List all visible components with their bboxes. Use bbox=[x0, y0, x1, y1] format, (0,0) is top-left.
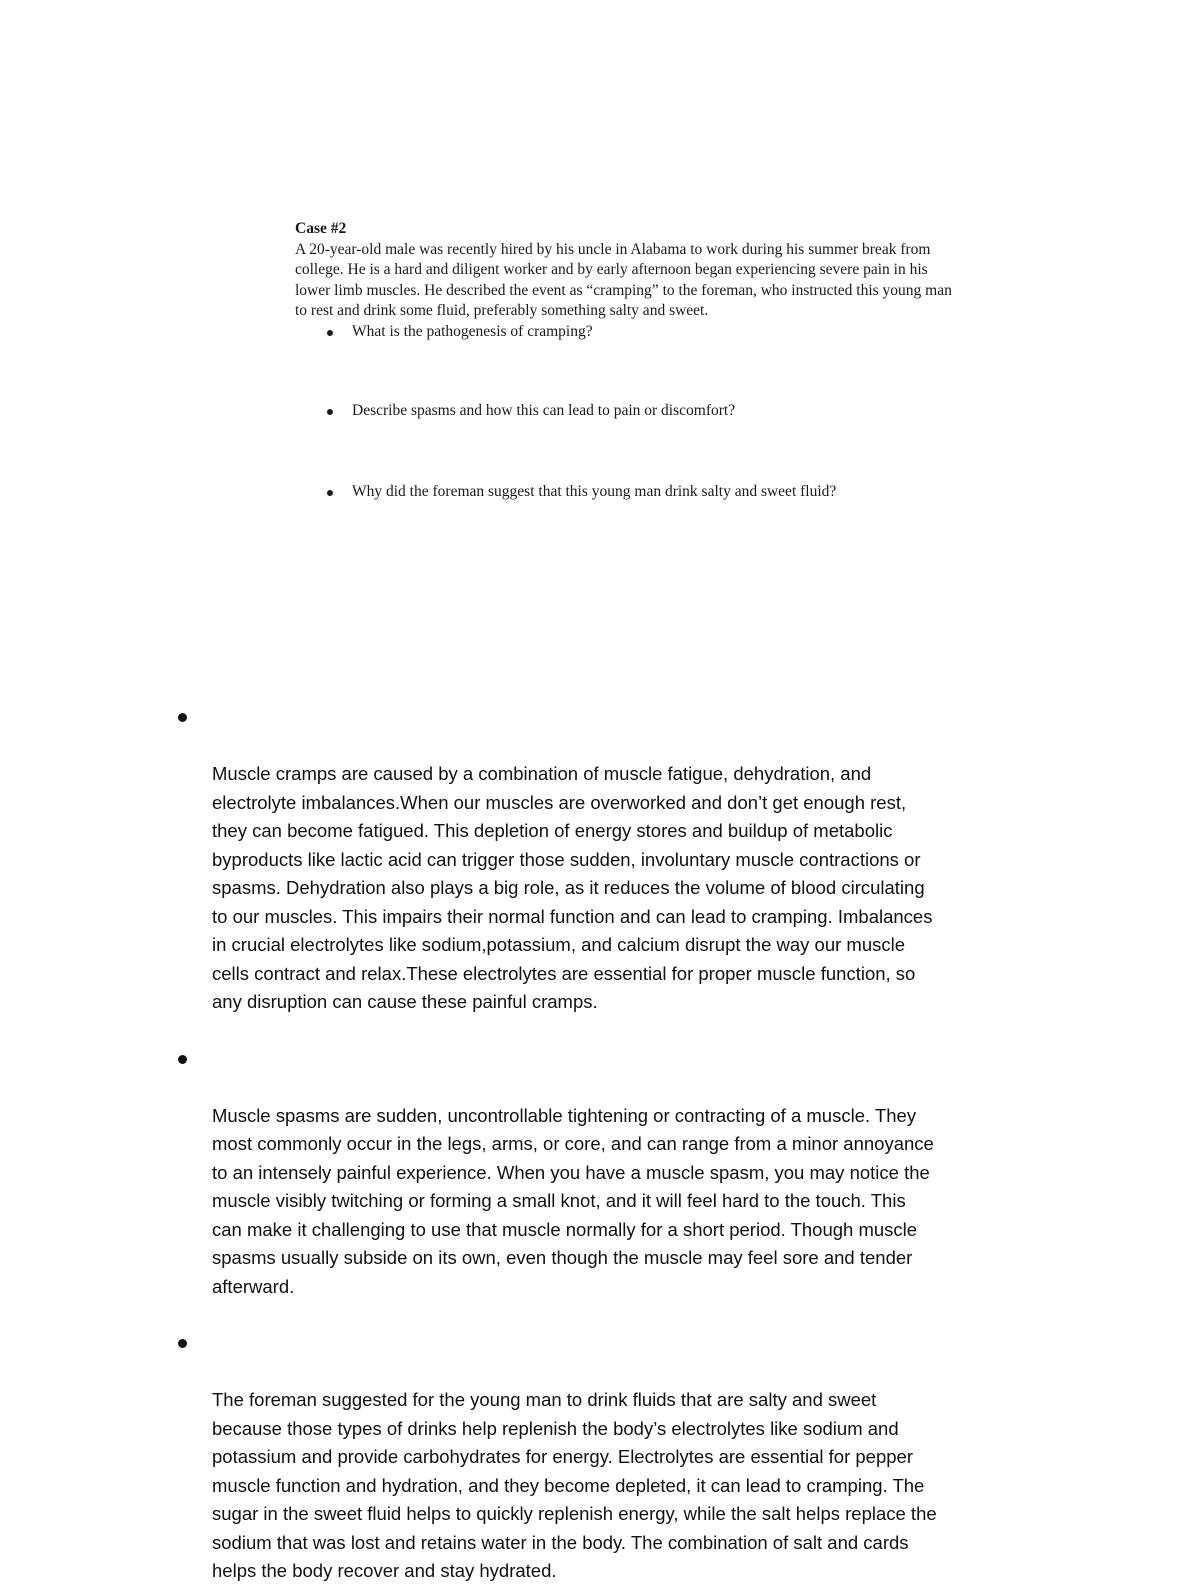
answer-text: Muscle spasms are sudden, uncontrollable tightening or contracting of a muscle. They most commonly occur in the legs, arms, or core, and can range from a minor annoyance to an intensely painful experience. When you have a muscle spasm, you may notice the muscle visibly twitching or forming a small knot, and it will feel hard to the touch. This can make it challenging to use that muscle normally for a short period. Though muscle spasms usually subside on its own, even though the muscle may feel sore and tender afterward. bbox=[212, 1104, 934, 1297]
case-question-list bbox=[295, 322, 1055, 503]
case-prompt-image bbox=[295, 219, 1055, 502]
bullet-icon bbox=[178, 713, 187, 722]
case-question bbox=[295, 482, 1055, 503]
answer-text: The foreman suggested for the young man to drink fluids that are salty and sweet because those types of drinks help replenish the body’s electrolytes like sodium and potassium and provide carbohydrates for energy. Electrolytes are essential for pepper muscle function and hydration, and they become depleted, it can lead to cramping. The sugar in the sweet fluid helps to quickly replenish energy, while the salt helps replace the sodium that was lost and retains water in the body. The combination of salt and cards helps the body recover and stay hydrated. bbox=[212, 1389, 937, 1581]
case-question bbox=[295, 322, 1055, 343]
bullet-icon bbox=[178, 1339, 187, 1348]
bullet-icon bbox=[327, 490, 333, 496]
answer-list bbox=[176, 703, 1076, 1586]
answer-item bbox=[176, 1329, 1076, 1586]
bullet-icon bbox=[327, 409, 333, 415]
case-question-text: Why did the foreman suggest that this young man drink salty and sweet fluid? bbox=[352, 482, 837, 500]
bullet-icon bbox=[327, 330, 333, 336]
case-question-text: Describe spasms and how this can lead to pain or discomfort? bbox=[352, 402, 736, 419]
case-question-text: What is the pathogenesis of cramping? bbox=[352, 322, 593, 340]
bullet-icon bbox=[178, 1055, 187, 1064]
answer-text: Muscle cramps are caused by a combination of muscle fatigue, dehydration, and electrolyte imbalances.When our muscles are overworked and don’t get enough rest, they can become fatigued. This depletion of energy stores and buildup of metabolic byproducts like lactic acid can trigger those sudden, involuntary muscle contractions or spasms. Dehydration also plays a big role, as it reduces the volume of blood circulating to our muscles. This impairs their normal function and can lead to cramping. Imbalances in crucial electrolytes like sodium,potassium, and calcium disrupt the way our muscle cells contract and relax.These electrolytes are essential for proper muscle function, so any disruption can cause these painful cramps. bbox=[212, 763, 933, 1012]
answer-item bbox=[176, 1045, 1076, 1302]
case-description: A 20-year-old male was recently hired by his uncle in Alabama to work during his summer break from college. He is a hard and diligent worker and by early afternoon began experiencing severe pain in his lower limb muscles. He described the event as “cramping” to the foreman, who instructed this young man to rest and drink some fluid, preferably something salty and sweet. bbox=[295, 240, 952, 319]
case-question bbox=[295, 401, 1055, 422]
case-title: Case #2 bbox=[295, 220, 347, 237]
answer-item bbox=[176, 703, 1076, 1017]
